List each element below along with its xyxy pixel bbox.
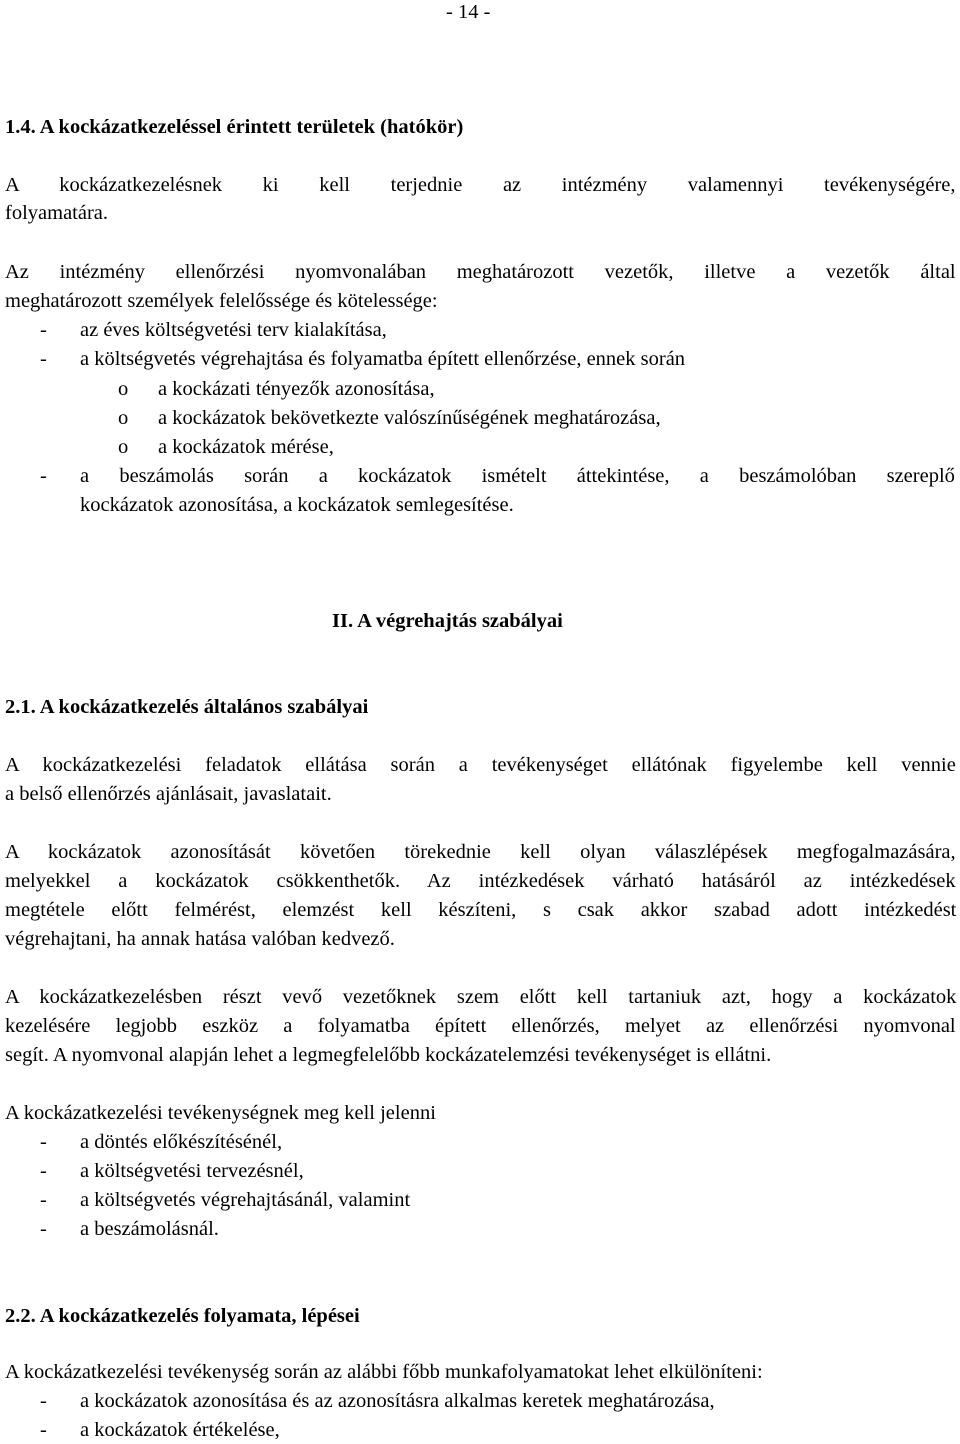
list-dash: -	[40, 1390, 47, 1412]
list-item: a beszámolás során a kockázatok ismételt áttekintése, a beszámolóban szereplő	[80, 465, 955, 487]
paragraph-line: A kockázatkezelési tevékenységnek meg kell jelenni	[5, 1102, 436, 1124]
list-dash: -	[40, 1160, 47, 1182]
list-dash: -	[40, 1131, 47, 1153]
paragraph-line: kezelésére legjobb eszköz a folyamatba épített ellenőrzés, melyet az ellenőrzési nyomvonal	[5, 1015, 956, 1037]
paragraph-line: A kockázatok azonosítását követően törekednie kell olyan válaszlépések megfogalmazására,	[5, 841, 956, 863]
section-heading-1-4: 1.4. A kockázatkezeléssel érintett területek (hatókör)	[5, 116, 464, 138]
list-item: a költségvetés végrehajtásánál, valamint	[80, 1189, 411, 1211]
chapter-title: II. A végrehajtás szabályai	[332, 610, 563, 632]
list-bullet: o	[118, 378, 129, 400]
list-item-continuation: kockázatok azonosítása, a kockázatok semlegesítése.	[80, 494, 514, 516]
sub-list-item: a kockázatok mérése,	[158, 436, 334, 458]
page-number: - 14 -	[446, 1, 491, 23]
paragraph-line: folyamatára.	[5, 202, 109, 224]
list-dash: -	[40, 1419, 47, 1441]
section-heading-2-1: 2.1. A kockázatkezelés általános szabályai	[5, 696, 369, 718]
list-bullet: o	[118, 436, 129, 458]
sub-list-item: a kockázatok bekövetkezte valószínűségének meghatározása,	[158, 407, 661, 429]
paragraph-line: A kockázatkezelési feladatok ellátása során a tevékenységet ellátónak figyelembe kell vennie	[5, 754, 956, 776]
list-dash: -	[40, 465, 47, 487]
paragraph-line: A kockázatkezelésben részt vevő vezetőknek szem előtt kell tartaniuk azt, hogy a kockázatok	[5, 986, 957, 1008]
paragraph-line: A kockázatkezelési tevékenység során az alábbi főbb munkafolyamatokat lehet elkülöníteni:	[5, 1361, 763, 1383]
paragraph-line: megtétele előtt felmérést, elemzést kell készíteni, s csak akkor szabad adott intézkedést	[5, 899, 957, 921]
paragraph-line: a belső ellenőrzés ajánlásait, javaslatait.	[5, 783, 332, 805]
paragraph-line: segít. A nyomvonal alapján lehet a legmegfelelőbb kockázatelemzési tevékenységet is ellátni.	[5, 1044, 772, 1066]
sub-list-item: a kockázati tényezők azonosítása,	[158, 378, 435, 400]
paragraph-line: melyekkel a kockázatok csökkenthetők. Az intézkedések várható hatásáról az intézkedések	[5, 870, 956, 892]
paragraph-line: végrehajtani, ha annak hatása valóban kedvező.	[5, 928, 395, 950]
paragraph-line: A kockázatkezelésnek ki kell terjednie az intézmény valamennyi tevékenységére,	[5, 174, 956, 196]
list-item: a költségvetés végrehajtása és folyamatba épített ellenőrzése, ennek során	[80, 348, 686, 370]
list-item: a költségvetési tervezésnél,	[80, 1160, 304, 1182]
list-dash: -	[40, 319, 47, 341]
paragraph-line: Az intézmény ellenőrzési nyomvonalában meghatározott vezetők, illetve a vezetők által	[5, 261, 956, 283]
list-item: a kockázatok azonosítása és az azonosításra alkalmas keretek meghatározása,	[80, 1390, 715, 1412]
list-item: a kockázatok értékelése,	[80, 1419, 280, 1441]
list-item: az éves költségvetési terv kialakítása,	[80, 319, 387, 341]
paragraph-line: meghatározott személyek felelőssége és kötelessége:	[5, 290, 438, 312]
list-item: a beszámolásnál.	[80, 1218, 219, 1240]
list-item: a döntés előkészítésénél,	[80, 1131, 283, 1153]
list-dash: -	[40, 1218, 47, 1240]
list-bullet: o	[118, 407, 129, 429]
list-dash: -	[40, 348, 47, 370]
list-dash: -	[40, 1189, 47, 1211]
section-heading-2-2: 2.2. A kockázatkezelés folyamata, lépései	[5, 1305, 360, 1327]
